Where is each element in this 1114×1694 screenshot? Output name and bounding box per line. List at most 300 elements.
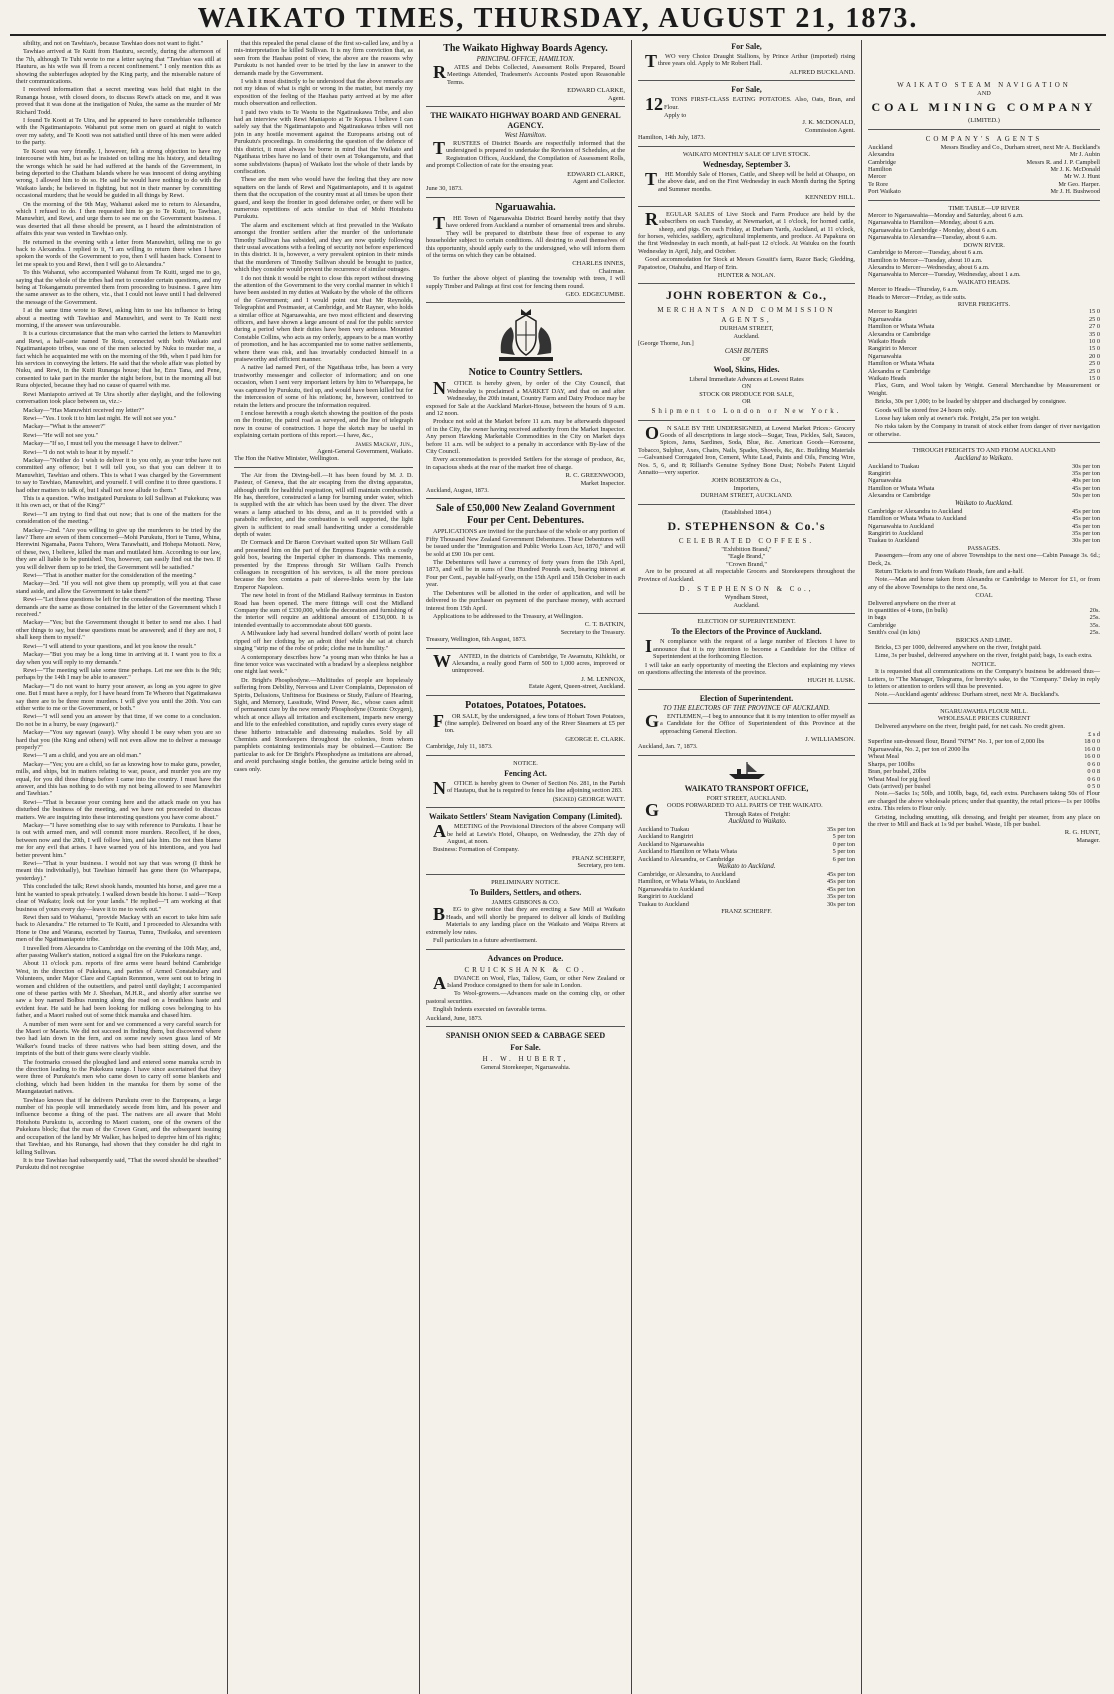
timetable-down	[868, 249, 1100, 279]
paragraph: Tawhiao arrived at Te Kuiti from Hauturu, secretly, during the afternoon of the 7th, although Te Tuhi wrote to me a letter saying that "Tawhiao was still at Hauturu, as his wife was ill from a recent confinement." I only mention this as showing the subterfuges adopted by the King party, and the miserable nature of their communications.	[16, 48, 221, 86]
rate-row-label: Hamilton, or Whata Whata, to Auckland	[638, 878, 740, 886]
price-row	[868, 753, 1100, 760]
agent-row-value: Mr W. J. Hunt	[1064, 173, 1100, 181]
divider	[868, 200, 1100, 201]
ad-subtitle: PRINCIPAL OFFICE, HAMILTON.	[476, 56, 575, 63]
ad-title: WAIKATO TRANSPORT OFFICE,	[684, 783, 809, 793]
ad-text: It is requested that all communications on the Company's business be addressed thus—Letters, to "The Manager, Telegrams, for brevity's sake, to the "Company." Delay in reply to letters or attention to orders will thus be prevented.	[868, 668, 1100, 691]
freight-row	[868, 316, 1100, 323]
rate-row-value: 30s per ton	[827, 900, 855, 908]
freight-row-label: Alexandra or Cambridge	[868, 492, 931, 500]
ad-title: Waikato Settlers' Steam Navigation Company (Limited).	[428, 812, 623, 822]
divider	[638, 420, 855, 421]
divider	[638, 206, 855, 207]
agent-row-label: Hamilton	[868, 166, 892, 174]
paragraph: Rewi Maniapoto arrived at Te Uira shortly after daylight, and the following conversation took place between us, viz.:-	[16, 390, 221, 406]
price-columns: £ s d	[1088, 731, 1100, 739]
agent-row-value: Mr J. H. Bushwood	[1050, 188, 1100, 196]
rate-row	[638, 848, 855, 855]
paragraph: Tawhiao knows that if he delivers Purukutu over to the Europeans, a large number of his people will immediately secede from him, and his power and influence become a thing of the past. The natives are all aware that Mohi Hotuhotu Purukutu is, according to Maori custom, one of the owners of the Pukekura block; that the man of the Crown Grant, and the subsequent issuing and occupation of the land by Mr Walker, has helped to deprive him of his rights; that Tawhiao, and his Runanga, had shown that they consider he did right in killing Sullivan.	[16, 1096, 221, 1156]
timetable-entry: Hamilton to Mercer—Tuesday, about 10 a.m.	[868, 256, 983, 264]
rate-row-value: 45s per ton	[827, 871, 855, 879]
rate-row	[638, 886, 855, 893]
ad-text: Lime, 3s per bushel, delivered anywhere on the river, freight paid; bags, 1s each extra.	[875, 652, 1093, 660]
coal-row-value: 25s.	[1089, 629, 1100, 637]
freight-row	[868, 523, 1100, 530]
freight-row-label: Ngaruawahia	[868, 477, 902, 485]
agent-row-value: Mr J. Aubin	[1069, 151, 1100, 159]
ad-company: D. STEPHENSON & Co.,	[679, 585, 814, 594]
ad-title: D. STEPHENSON & Co.'s	[667, 519, 826, 534]
ad-text: W ANTED, in the districts of Cambridge, Te Awamutu, Kihikihi, or Alexandra, a really good Farm of 500 to 1,000 acres, improved or unimproved.	[433, 650, 625, 675]
divider	[868, 703, 1100, 704]
ad-text: Produce not sold at the Market before 11 a.m. may be afterwards disposed of in the City, the owner having received authority from the Market Inspector. Any person Hawking Marketable Commodities in the City on Market days before 11 a.m. will be subject to a penalty in accordance with By-law of the City Council.	[426, 418, 625, 455]
rate-row-label: Auckland to Tuakau	[638, 826, 690, 833]
freight-row-value: 15 0	[1088, 345, 1100, 353]
ad-title: WAIKATO HEADS.	[957, 278, 1011, 286]
ad-text: STOCK OR PRODUCE FOR SALE,	[699, 390, 794, 398]
ad-signature: J. K. McDONALD,	[802, 119, 855, 127]
freight-row-label: Ngaruawahia to Auckland	[868, 522, 934, 530]
ad-text: Bricks, £3 per 1000, delivered anywhere on the river, freight paid.	[875, 644, 1042, 651]
ad-text: "Eagle Brand,"	[727, 553, 766, 561]
ad-text: Shipment to London or New York.	[651, 406, 842, 415]
paragraph: Rewi—"I am a child, and you are an old man."	[23, 752, 142, 760]
ad-date: Auckland, Jan. 7, 1873.	[638, 743, 698, 751]
paragraph: Mackay—"But you may be a long time in arriving at it. I want you to fix a day when you will reply to my demands."	[16, 651, 221, 666]
rate-row-value: 45s per ton	[827, 878, 855, 886]
ad-title: BRICKS AND LIME.	[955, 636, 1013, 644]
ad-signature: C. T. BATKIN,	[584, 621, 625, 629]
ad-text: To Wool-growers.—Advances made on the coming clip, or other pastoral securities.	[426, 990, 625, 1005]
agent-row	[868, 151, 1100, 158]
paragraph: Rewi—"Let those questions be left for the consideration of the meeting. These demands are the same as those contained in the letter of the Government which I received."	[16, 596, 221, 619]
ad-label: (Established 1864.)	[722, 508, 771, 516]
price-row-value: 0 6 0	[1087, 760, 1100, 768]
ad-signature: FRANZ SCHERFF,	[572, 854, 625, 862]
divider	[638, 755, 855, 756]
ad-text: Flax, Gum, and Wool taken by Weight. General Merchandise by Measurement or Weight.	[868, 382, 1100, 397]
column-4-ads	[632, 40, 862, 1694]
paragraph: Rewi then said to Wahanui, "provide Mackay with an escort to take him safe back to Alexandra." He returned to Te Kuiti, and I proceeded to Alexandra with Hone te One and Warana, escorted by Taurua, Tumu, Tiwikaka, and seventeen men of the Ngatimaniapoto tribe.	[16, 913, 221, 944]
ad-text: G OODS FORWARDED TO ALL PARTS OF THE WAIKATO.	[645, 800, 823, 821]
ad-title: NOTICE.	[971, 660, 997, 668]
paragraph: The footmarks crossed the ploughed land and entered some manuka scrub in the direction leading to the Pukekura range. I have since ascertained that they were three of Purukutu's men who came down to carry off some blankets and clothing, which had been hidden in the manuka for them by some of the Maungatautari natives.	[16, 1058, 221, 1096]
paragraph: Rewi—"The meeting will take some time perhaps. Let me see this is the 9th; perhaps by the 14th I may be able to answer."	[16, 666, 221, 682]
ad-text: Goods will be stored free 24 hours only.	[875, 406, 977, 414]
freight-row	[868, 360, 1100, 367]
ad-signature: HUGH H. LUSK.	[807, 677, 855, 685]
divider	[426, 695, 625, 696]
freight-row	[868, 508, 1100, 515]
ad-text: 12 TONS FIRST-CLASS EATING POTATOES. Also, Oats, Bran, and Flour.	[645, 94, 855, 115]
paragraph: Mackay—"You say ngawari (easy). Why should I be easy when you are so hard that you (the King and others) will not even allow me to deliver a message properly?"	[16, 729, 221, 751]
freight-row-value: 35s per ton	[1072, 529, 1100, 537]
divider	[426, 874, 625, 875]
freight-row-label: Alexandra or Cambridge	[868, 330, 931, 338]
price-row-value: 16 0 0	[1084, 745, 1100, 753]
paragraph: Mackay—"Yes; you are a child, so far as knowing how to make guns, powder, mills, and ships, but in matters relating to war, peace, and murder you are my equal, for you did those things before I came into the country. I must have the answer, and this has nothing to do with my not being allowed to see Manuwhiri and Tawhiao."	[16, 760, 221, 798]
paragraph: Mackay—"Has Manuwhiri received my letter?"	[23, 406, 144, 414]
ad-text: F OR SALE, by the undersigned, a few tons of Hobart Town Potatoes, (fine sample). Delivered on board any of the River Steamers at £5 per ton.	[433, 710, 625, 735]
divider	[638, 146, 855, 147]
paragraph: Applications to be addressed to the Treasury, at Wellington.	[433, 612, 584, 620]
price-row-label: Oats (arrived) per bushel	[868, 782, 931, 790]
paragraph: Mackay—"Neither do I wish to deliver it to you only, as your tribe have not committed any offence; but I will tell you, so that you can deliver it to Manuwhiri, Tawhiao and others. This is what I was charged by the Government to say to Tawhiao, Manuwhiri, and yourself. I will confine it to three questions. I had other matters to talk of, but I shall not now allude to them."	[16, 456, 221, 494]
ad-text: Business: Formation of Company.	[433, 846, 519, 854]
divider	[638, 689, 855, 690]
freight-row-value: 15 0	[1088, 308, 1100, 316]
ad-text: English Indents executed on favorable terms.	[433, 1006, 547, 1014]
ad-text: R ATES and Debts Collected, Assessment Rolls Prepared, Board Meetings Attended, Tradesmen's Accounts Posted upon Reasonable Terms.	[433, 62, 625, 86]
freight-row	[868, 463, 1100, 470]
flour-prices-list	[868, 738, 1100, 790]
agent-row-label: Port Waikato	[868, 188, 901, 196]
paragraph: Mackay—"I do not want to hurry your answer, as long as you agree to give one. But I must have a reply, for I have heard from Te Wheoro that Ngatimakawa say there are to be three more murders. I will give you until the 20th. You can either write to me or the Government, or both."	[16, 682, 221, 712]
ad-signature: ALFRED BUCKLAND.	[789, 68, 855, 76]
agent-row	[868, 166, 1100, 173]
freight-row-label: Auckland to Tuakau	[868, 462, 920, 470]
ad-subtitle: Waikato to Auckland.	[955, 499, 1013, 507]
ad-title: To Builders, Settlers, and others.	[469, 888, 582, 898]
divider	[426, 648, 625, 649]
ad-text: Note.—Man and horse taken from Alexandra or Cambridge to Mercer for £1, or from any of the above Townships to the next one, 5s.	[868, 576, 1100, 591]
agent-row	[868, 181, 1100, 188]
timetable-up	[868, 212, 1100, 242]
ad-text: B EG to give notice that they are erecting a Saw Mill at Waikato Heads, and will shortly be prepared to deliver all kinds of Building Materials to any landing place on the Waikato and Waipa Rivers at extremely low rates.	[426, 904, 625, 936]
paragraph: The Debentures will be allotted in the order of application, and will be delivered to the purchaser on payment of the purchase money, with accrued interest from 15th April.	[426, 589, 625, 612]
masthead: WAIKATO TIMES, THURSDAY, AUGUST 21, 1873.	[10, 4, 1106, 36]
ad-date: June 30, 1873.	[426, 185, 463, 193]
freight-row	[868, 308, 1100, 315]
freight-row-value: 25 0	[1088, 360, 1100, 368]
freight-row-value: 25 0	[1088, 367, 1100, 375]
ad-title: THE WAIKATO HIGHWAY BOARD AND GENERAL AGENCY.	[430, 111, 621, 131]
ad-label: PRELIMINARY NOTICE.	[491, 878, 560, 886]
ad-text: "Crown Brand,"	[726, 560, 767, 568]
rate-row	[638, 901, 855, 908]
ad-title: To the Electors of the Province of Auckland.	[671, 627, 822, 637]
timetable-entry: Ngaruawahia to Cambridge - Monday, about 6 a.m.	[868, 226, 998, 234]
paragraph: I found Te Kooti at Te Uira, and he appeared to have considerable influence with the Ngatimaniapoto. Wahanui put some men on guard at night to watch over my safety, and Te Kooti was not satisfied until three of his men were added to the party.	[16, 117, 221, 147]
agent-row-value: Mr J. K. McDonald	[1050, 166, 1100, 174]
paragraph: Rewi—"That is another matter for the consideration of the meeting."	[23, 572, 197, 580]
through-freights-list	[868, 463, 1100, 500]
through-freights-list	[868, 508, 1100, 545]
freight-row-label: Cambridge or Alexandra to Auckland	[868, 507, 963, 515]
rate-row	[638, 841, 855, 848]
rate-row-value: 5 per ton	[832, 833, 855, 841]
paragraph: Rewi—"He will not see you."	[23, 431, 99, 439]
price-row-value: 16 0 0	[1084, 753, 1100, 761]
ad-company: H. W. HUBERT,	[482, 1054, 569, 1063]
rate-row-label: Auckland to Ngaruawahia	[638, 840, 705, 848]
rate-row-label: Rangiriri to Auckland	[638, 893, 693, 901]
freight-row	[868, 477, 1100, 484]
freight-row-value: 45s per ton	[1072, 515, 1100, 523]
ad-text: Bricks, 30s per 1,000; to be loaded by shipper and discharged by consignee.	[875, 398, 1067, 406]
ad-date: Auckland, August, 1873.	[426, 487, 489, 495]
paragraph: Mackay—"Yes; but the Government thought it better to send me also. I had other things to say, but these questions must be answered; and if they are not, I shall keep them to myself."	[16, 619, 221, 642]
ad-signature: FRANZ SCHERFF.	[721, 908, 772, 916]
ad-signature-role: Agent and Collector.	[572, 178, 625, 186]
timetable-heads	[868, 286, 1100, 301]
rate-row	[638, 893, 855, 900]
ad-text: OR	[742, 398, 751, 406]
agent-row-value: Messrs Bradley and Co., Durham street, next Mr A. Buckland's	[940, 143, 1100, 151]
ad-date: Cambridge, July 11, 1873.	[426, 743, 493, 751]
price-row-label: Ngaruawahia, No. 2, per ton of 2000 lbs	[868, 745, 970, 753]
timetable-entry: Mercer to Heads—Thursday, 6 a.m.	[868, 286, 959, 294]
ad-title: TIME TABLE—UP RIVER	[948, 204, 1020, 212]
paragraph: that this repealed the penal clause of the first so-called law, and by a mis-interpretation he killed Sullivan. It is my firm conviction that, as seen from the Hauhau point of view, the above are the reasons why Purukutu is not handed over to be tried by the law in answer to the demands made by the Government.	[234, 40, 413, 77]
paragraph: A native lad named Peri, of the Ngatihaua tribe, has been a very trustworthy messenger and collector of information; and on one occasion, when I sent very important letters by him to Wharepapa, he was captured by Purukutu, tied up, and would have been killed but for the intercession of some of his relations; he, however, contrived to retain the letters and procure the information required.	[234, 364, 413, 409]
ad-signature: CHARLES INNES,	[572, 260, 625, 268]
rate-row-value: 6 per ton	[832, 855, 855, 863]
ad-subtitle: (LIMITED.)	[968, 117, 1000, 125]
ad-company: CRUICKSHANK & CO.	[464, 965, 587, 974]
ad-label: ELECTION OF SUPERINTENDENT.	[697, 617, 796, 625]
paragraph: I at the same time wrote to Rewi, asking him to use his influence to bring about a meeting with Tawhiao and Manuwhiri, and went to Te Kuiti next morning, if the answer was unfavourable.	[16, 307, 221, 330]
column-3-ads	[420, 40, 632, 1694]
freight-row-value: 20 0	[1088, 352, 1100, 360]
freight-row-label: Hamilton or Whata Whata	[868, 323, 935, 331]
ad-title: Fencing Act.	[504, 769, 547, 778]
ad-subtitle: West Hamilton.	[504, 132, 547, 140]
ad-title: Notice to Country Settlers.	[468, 367, 583, 379]
freight-row	[868, 338, 1100, 345]
ad-text: Apply to	[664, 112, 687, 120]
rate-row-value: 35s per ton	[827, 826, 855, 833]
freight-row-label: Rangiriri to Mercer	[868, 345, 917, 353]
price-row-label: Superfine sun-dressed flour, Brand "NFM" No. 1, per ton of 2,000 lbs	[868, 738, 1045, 746]
paragraph: APPLICATIONS are invited for the purchase of the whole or any portion of Fifty Thousand New Zealand Government Debentures. These Debentures will be issued under the "Immigration and Public Works Loan Act, 1870," and will be sold at £90 10s per cent.	[426, 528, 625, 558]
ad-text: G ENTLEMEN,—I beg to announce that it is my intention to offer myself as a Candidate for the Office of Superintendent of this Province at the approaching General Election.	[645, 710, 855, 735]
rate-row-label: Auckland to Hamilton or Whata Whata	[638, 848, 737, 856]
ad-signature-role: Estate Agent, Queen-street, Auckland.	[528, 683, 625, 691]
freight-row-label: Tuakau to Auckland	[868, 537, 919, 545]
ad-signature: R. G. HUNT,	[1064, 829, 1100, 837]
ad-text: Delivered anywhere on the river, freight paid, for net cash. No credit given.	[875, 722, 1065, 730]
ad-text: No risks taken by the Company in transit of stock either from danger of river navigation or otherwise.	[868, 423, 1100, 438]
paragraph: It is a curious circumstance that the man who carried the letters to Manuwhiri and Rewi, a half-caste named Te Roia, connected with both Waikato and Ngatimaniapoto tribes, was one of the men selected by Nuku to murder me, a fact which he acquainted me with on the morning of the 9th, when I paid him for his services in conveying the letters. He said that the whole affair was plotted by Nuku, and Rewi, in the Kuiti Runanga house; that he, Ezra Tana, and Pene, consented to take part in the murder the night before, but in the morning all but Rura objected, because they had no cause of quarrel with me.	[16, 330, 221, 390]
rate-row-label: Auckland to Alexandra, or Cambridge	[638, 855, 735, 863]
ad-text: Note.—Sacks 1s; 50lb, and 100lb, bags, 6d, each extra. Purchasers taking 50s of Flour are charged the above wholesale prices; under that quantity, the retail prices—1s per 100lbs extra. This refers to Flour only.	[868, 790, 1100, 813]
agent-row-label: Te Rore	[868, 180, 889, 188]
paragraph: A contemporary describes how "a young man who thinks he has a fine tenor voice was vaccinated with a bradawl by a sleepless neighbor one night last week."	[234, 653, 413, 676]
ad-subtitle: WHOLESALE PRICES CURRENT	[937, 715, 1031, 723]
column-5-ads	[862, 40, 1106, 1694]
rate-row-value: 0 per ton	[832, 840, 855, 848]
timetable-entry: Ngaruawahia to Mercer—Tuesday, Wednesday, about 1 a.m.	[868, 271, 1021, 279]
ad-text: N OTICE is hereby given to Owner of Section No. 281, in the Parish of Hautapu, that he is required to fence his line adjoining section 283.	[433, 778, 625, 798]
agents-list	[868, 144, 1100, 196]
rate-row-label: Tuakau to Auckland	[638, 900, 689, 908]
ad-signature: JOHN ROBERTON & Co.,	[711, 477, 782, 485]
coal-row-value: 20s.	[1089, 606, 1100, 614]
agent-row-label: Cambridge	[868, 158, 896, 166]
river-freights-list	[868, 308, 1100, 382]
paragraph: Rewi—"That is because your coming here and the attack made on you has disturbed the business of the meeting, and we have not proceeded to discuss matters. We are inquiring into these interesting questions you have come about."	[16, 798, 221, 821]
coal-row-label: Cambridge	[868, 621, 896, 629]
ad-address: Auckland.	[733, 332, 760, 340]
freight-row-label: Ngaruawahia	[868, 315, 902, 323]
ad-address: FORT STREET, AUCKLAND.	[706, 794, 787, 802]
rate-row-value: 35s per ton	[827, 893, 855, 901]
agent-row-value: Messrs R. and J. P. Campbell	[1026, 158, 1100, 166]
paragraph: Mackay—"I have something else to say with reference to Purukutu. I hear he is out with armed men, and will commit more murders. Recollect, if he does, between now and the 20th, I will follow him, and take him. Do not then blame me for any evil that arises. I have warned you of his intentions, and you had better prevent him."	[16, 822, 221, 859]
ad-title: WAIKATO MONTHLY SALE OF LIVE STOCK.	[682, 150, 811, 158]
ad-text: [George Thorne, Jun.]	[638, 340, 694, 348]
addressee: The Hon the Native Minister, Wellington.	[234, 455, 339, 463]
divider	[426, 498, 625, 499]
freight-row-value: 50s per ton	[1072, 492, 1100, 500]
paragraph: sibility, and not on Tawhiao's, because Tawhiao does not want to fight."	[23, 40, 204, 47]
paragraph: He returned in the evening with a letter from Manuwhiri, telling me to go back to Alexandra. I replied to it, "I am willing to return there when I have spoken the words of the Government to you, then I will hasten back. Consent to let me speak to you and Rewi, then I will go to Alexandra."	[16, 238, 221, 268]
freight-row-value: 15 0	[1088, 375, 1100, 382]
ad-address: General Storekeeper, Ngaruawahia.	[480, 1063, 571, 1071]
freight-row-value: 10 0	[1088, 337, 1100, 345]
ad-subtitle: CELEBRATED COFFEES.	[678, 537, 815, 546]
ad-signature: R. C. GREENWOOD,	[565, 472, 625, 480]
agent-row-value: Mr Geo. Harper.	[1058, 180, 1100, 188]
column-2-article	[228, 40, 420, 1694]
ad-title: Election of Superintendent.	[699, 693, 794, 703]
ad-text: A MEETING of the Provisional Directors of the above Company will be held at Lewis's Hotel, Ohaupo, on Wednesday, the 27th day of August, at noon.	[433, 821, 625, 846]
ad-signature-role: Manager.	[1076, 836, 1100, 844]
paragraph: To this Wahanui, who accompanied Wahanui from Te Kuiti, urged me to go, saying that the whole of the tribes had met to consider certain questions, and my being at Tokangamutu prevented them from proceeding to business. I gave him the same answer as to the others, viz., that I could not leave until I had delivered the message of the Government.	[16, 269, 221, 306]
rates-list	[638, 826, 855, 863]
price-row-label: Sharps, per 100lbs	[868, 760, 915, 768]
timetable-entry: Ngaruawahia to Alexandra—Tuesday, about 6 a.m.	[868, 234, 997, 242]
coal-row-value: 25s.	[1089, 614, 1100, 622]
paragraph: I wish it most distinctly to be understood that the above remarks are not my ideas of what is right or wrong in the matter, but merely my exposition of the feeling of the Hauhau party arrived at by me after much observation and reflection.	[234, 78, 413, 108]
rates-list	[638, 871, 855, 908]
price-row	[868, 768, 1100, 775]
freight-row	[868, 515, 1100, 522]
ad-signature-role: Importers,	[733, 484, 760, 492]
agent-row	[868, 173, 1100, 180]
price-row	[868, 761, 1100, 768]
ad-text: I N compliance with the request of a large number of Electors I have to announce that it is my intention to become a Candidate for the Office of Superintendent at the forthcoming Election.	[645, 636, 855, 661]
paragraph: The Debentures will have a currency of forty years from the 15th April, 1873, and will be in sums of One Hundred Pounds each, bearing interest at Four per Cent., payable half-yearly, on the 15th April and 15th October in each year.	[426, 559, 625, 589]
rate-row	[638, 833, 855, 840]
agent-row-label: Auckland	[868, 143, 893, 151]
ad-text: Note.—Auckland agents' address: Durham street, next Mr A. Buckland's.	[875, 691, 1060, 699]
freight-row-value: 30s per ton	[1072, 462, 1100, 470]
freight-row-value: 45s per ton	[1072, 507, 1100, 515]
coal-row-label: in bags	[868, 614, 887, 622]
divider	[638, 283, 855, 284]
freight-row	[868, 353, 1100, 360]
ad-subtitle: MERCHANTS AND COMMISSION AGENTS,	[657, 306, 836, 325]
freight-row-value: 40s per ton	[1072, 477, 1100, 485]
ad-date: Hamilton, 14th July, 1873.	[638, 134, 706, 142]
divider	[638, 504, 855, 505]
ad-title: WAIKATO STEAM NAVIGATION	[897, 81, 1071, 89]
ad-text: Liberal Immediate Advances at Lowest Rates	[689, 375, 804, 383]
timetable-entry: Alexandra to Mercer—Wednesday, about 6 a.m.	[868, 263, 990, 271]
coal-row	[868, 629, 1100, 636]
paragraph: I received information that a secret meeting was held that night in the Runanga house, with closed doors, to discuss Rewi's attack on me, and it was proved that it was done at the instigation of Nuku, the same as the murder of Mr Richard Todd.	[16, 86, 221, 116]
ad-text: Loose hay taken only at owner's risk. Freight, 25s per ton weight.	[875, 415, 1040, 423]
ad-text: AND	[977, 90, 991, 97]
ad-address: Wyndham Street,	[724, 594, 769, 602]
coal-row-value: 35s.	[1089, 621, 1100, 629]
ad-signature-role: Chairman.	[598, 267, 625, 275]
paragraph: This concluded the talk; Rewi shook hands, mounted his horse, and gave me a hint he wanted to speak privately. I walked down beside his horse. I said—"Keep clear of Waikato; look out for your lands." He replied—"I am working at that business of yours every day—leave it to me to work out."	[16, 883, 221, 913]
ad-title: DOWN RIVER.	[963, 241, 1005, 249]
ad-signature: J. M. LENNOX,	[581, 675, 625, 683]
coal-row	[868, 614, 1100, 621]
divider	[426, 949, 625, 950]
price-row	[868, 783, 1100, 790]
divider	[426, 755, 625, 756]
timetable-entry: Ngaruawahia to Hamilton—Monday, about 6 a.m.	[868, 219, 995, 227]
ad-title: SPANISH ONION SEED & CABBAGE SEED	[445, 1030, 606, 1040]
ad-text: T WO very Choice Draught Stallions, by Prince Arthur (imported) rising three years old. Apply to Mr Robert Hall.	[645, 51, 855, 71]
ad-text: N OTICE is hereby given, by order of the City Council, that Wednesday is proclaimed a MARKET DAY, and that on and after Wednesday, the 20th instant, Country Farm and Dairy Produce may be exposed for Sale at the Auckland Market-House, between the hours of 9 a.m. and 12 noon.	[426, 378, 625, 417]
freight-row-value: 30s per ton	[1072, 537, 1100, 545]
price-row	[868, 738, 1100, 745]
ad-subtitle: Auckland to Waikato.	[728, 818, 787, 825]
ad-address: DURHAM STREET,	[719, 325, 774, 333]
ad-text: Return Tickets to and from Waikato Heads, fare and a-half.	[875, 567, 1024, 575]
freight-row-label: Mercer to Rangiriri	[868, 308, 917, 316]
ad-title: NGARUAWAHIA FLOUR MILL.	[940, 707, 1028, 715]
paragraph: I travelled from Alexandra to Cambridge on the evening of the 10th May, and, after passing Walker's station, noticed a signal fire on the Pukekura range.	[16, 944, 221, 959]
columns	[10, 40, 1106, 1694]
ad-text: ON	[741, 383, 752, 391]
ad-text: To further the above object of planting the township with trees, I will supply Timber and Palings at first cost for fencing them round.	[426, 275, 625, 290]
divider	[426, 1026, 625, 1027]
freight-row	[868, 368, 1100, 375]
coal-row	[868, 622, 1100, 629]
price-row-label: Wheat Meal	[868, 753, 899, 761]
rate-row	[638, 878, 855, 885]
ad-text: Are to be procured at all respectable Grocers and Storekeepers throughout the Province of Auckland.	[638, 568, 855, 583]
divider	[426, 807, 625, 808]
ad-text: Passengers—from any one of above Townships to the next one—Cabin Passage 3s. 6d.; Deck, 2s.	[868, 552, 1100, 567]
freight-row-value: 45s per ton	[1072, 484, 1100, 492]
signature: James Mackay, Jun.,	[355, 440, 413, 448]
paragraph: Rewi—"I do not wish to hear it by myself."	[23, 448, 133, 456]
ad-subtitle: Waikato to Auckland.	[717, 863, 776, 871]
ad-label: Through Rates of Freight:	[724, 810, 791, 818]
freight-row-label: Waikato Heads	[868, 337, 907, 345]
price-row-label: Wheat Meal for pig feed	[868, 775, 930, 783]
ad-signature-role: Secretary to the Treasury.	[560, 628, 625, 636]
freight-row	[868, 530, 1100, 537]
ad-signature: (Signed) GEORGE WATT.	[552, 795, 625, 803]
freight-row-label: Alexandra or Cambridge	[868, 367, 931, 375]
coal-prices-list	[868, 607, 1100, 637]
ad-text: T HE Monthly Sale of Horses, Cattle, and Sheep will be held at Ohaupo, on the above date, and on the First Wednesday in each Month during the Spring and Summer months.	[645, 169, 855, 193]
ad-title: JOHN ROBERTON & Co.,	[665, 288, 828, 303]
ad-signature-role: Commission Agent.	[804, 126, 855, 134]
paragraph: Dr. Bright's Phosphodyne.—Multitudes of people are hopelessly suffering from Debility, Nervous and Liver Complaints, Depression of Spirits, Delusions, Unfitness for Business or Study, Failure of Hearing, Sight, and Memory, Lassitude, Wind Power, &c., whose cases admit of permanent cure by the new remedy Phosphodyne (Ozonic Oxygen), which at once allays all irritation and excitement, imparts new energy and life to the enfeebled constitution, and rapidly cures every stage of these hitherto intractable and distressing maladies. Sold by all Chemists and Storekeepers throughout the colonies, from whom pamphlets containing testimonials may be obtained.—Caution: Be particular to ask for Dr Bright's Phosphodyne as imitations are abroad, and avoid purchasing single bottles, the genuine article being sold in cases only.	[234, 676, 413, 773]
coal-row-label: in quantities of 4 tons, (in bulk)	[868, 606, 948, 614]
freight-row	[868, 345, 1100, 352]
ad-signature: J. WILLIAMSON.	[805, 735, 855, 743]
ad-title: COAL MINING COMPANY	[871, 100, 1097, 115]
ad-text: R EGULAR SALES of Live Stock and Farm Produce are held by the subscribers on each Tuesday, at Newmarket, at 1 o'clock, for horned cattle, sheep, and pigs. On each Friday, at Durham Yards, Auckland, at 11 o'clock, for horses, vehicles, saddlery, agricultural implements, and produce. At Papakura on the first Wednesday in each month, at half-past 12 o'clock. At Waiuku on the fourth Wednesday in April, July, and October.	[638, 208, 855, 255]
paragraph: It is true Tawhiao had subsequently said, "That the sword should be sheathed" Purukutu did not recognise	[16, 1156, 221, 1172]
paragraph: Rewi—"I will send you an answer by that time, if we come to a conclusion. Do not be in a hurry, be easy (ngawari)."	[16, 713, 221, 728]
ad-text: Wool, Skins, Hides.	[713, 364, 780, 374]
ad-title: COAL	[975, 592, 993, 600]
price-row-value: 0 0 8	[1087, 768, 1100, 776]
